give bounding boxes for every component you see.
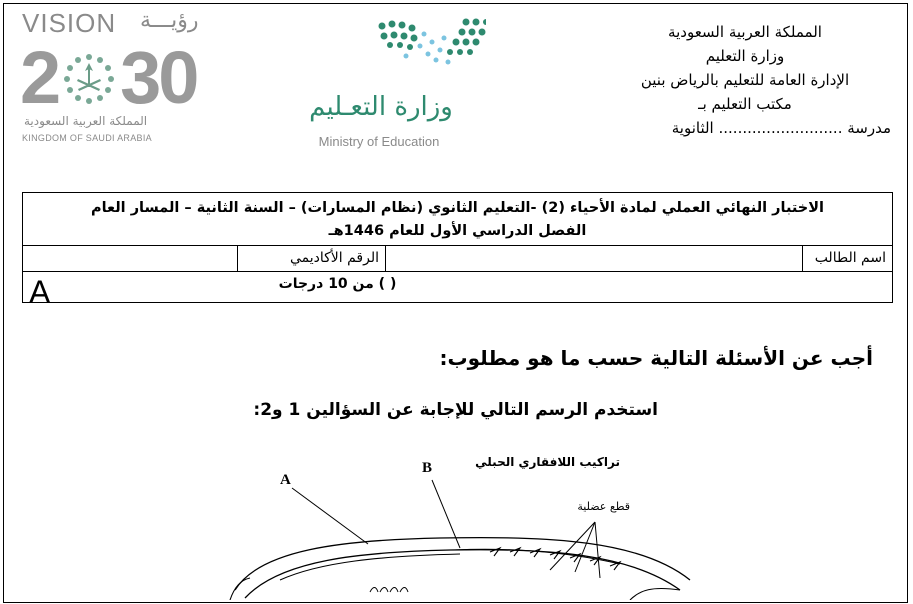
form-letter: A (29, 274, 51, 310)
exam-info-table (22, 192, 893, 310)
score-row (23, 272, 892, 310)
score-text: ( ) من 10 درجات (278, 276, 397, 292)
school-header (615, 20, 891, 140)
label-b: B (422, 460, 433, 476)
student-info-row (23, 246, 892, 272)
label-muscle-segments: قطع عضلية (577, 500, 630, 513)
vision-2030-logo (22, 8, 212, 148)
emblem-icon (58, 46, 120, 108)
school-name: مدرسة .......................... الثانوية (671, 119, 891, 137)
directorate-name: الإدارة العامة للتعليم بالرياض بنين (640, 71, 850, 89)
vision-kingdom-en: KINGDOM OF SAUDI ARABIA (22, 133, 152, 143)
chordate-diagram (220, 440, 700, 600)
sub-instruction: استخدم الرسم التالي للإجابة عن السؤالين 1 و2: (253, 400, 658, 420)
exam-title-line2: الفصل الدراسي الأول للعام 1446هـ (328, 223, 587, 239)
vision-ar-text: رؤيـــة (140, 8, 199, 33)
exam-title-line1: الاختبار النهائي العملي لمادة الأحياء (2) -التعليم الثانوي (نظام المسارات) – السنة الثانية – المسار العام (90, 200, 825, 216)
student-name-field[interactable] (385, 246, 802, 271)
vision-year: 2 30 (20, 36, 197, 119)
academic-number-field[interactable] (23, 246, 237, 271)
exam-title (23, 193, 892, 246)
vision-kingdom-ar: المملكة العربية السعودية (24, 114, 148, 128)
moe-dots-icon (286, 12, 486, 92)
vision-en-text: VISION (22, 8, 117, 38)
student-name-label: اسم الطالب (802, 246, 892, 271)
academic-number-label: الرقم الأكاديمي (237, 246, 385, 271)
ministry-name: وزارة التعليم (705, 47, 785, 65)
moe-name-en: Ministry of Education (318, 134, 440, 149)
office-name: مكتب التعليم بـ (698, 95, 792, 113)
diagram-title: تراكيب اللافقاري الحبلي (475, 455, 620, 469)
moe-logo (286, 12, 486, 152)
label-a: A (280, 472, 291, 488)
main-instruction: أجب عن الأسئلة التالية حسب ما هو مطلوب: (439, 346, 873, 370)
moe-name-ar: وزارة التعـليم (309, 92, 453, 122)
kingdom-name: المملكة العربية السعودية (668, 23, 822, 41)
